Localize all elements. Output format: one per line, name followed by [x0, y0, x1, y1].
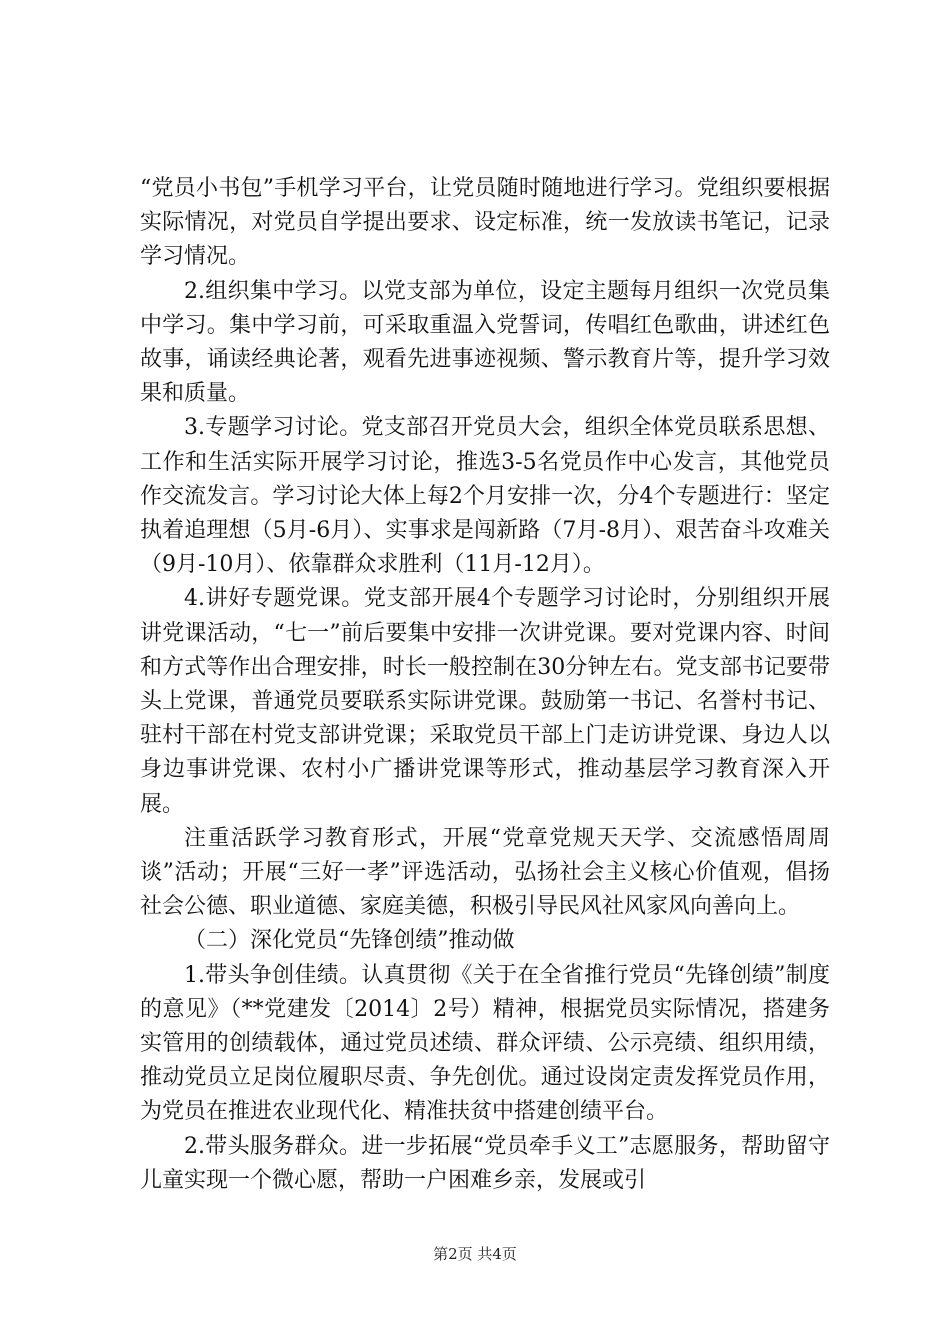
section-heading: （二）深化党员“先锋创绩”推动做 — [184, 928, 515, 954]
paragraph-topic-discussion: 3.专题学习讨论。党支部召开党员大会，组织全体党员联系思想、工作和生活实际开展学习讨论，推选3-5名党员作中心发言，其他党员作交流发言。学习讨论大体上每2个月安排一次，分4个专题进行：坚定执着追理想（5月-6月）、实事求是闯新路（7月-8月）、艰苦奋斗攻难关（9月-10月）、依靠群众求胜利（11月-12月）。 — [140, 415, 830, 578]
paragraph-strive-achievement: 1.带头争创佳绩。认真贯彻《关于在全省推行党员“先锋创绩”制度的意见》（**党建发〔2014〕2号）精神，根据党员实际情况，搭建务实管用的创绩载体，通过党员述绩、群众评绩、公示亮绩、组织用绩，推动党员立足岗位履职尽责、争先创优。通过设岗定责发挥党员作用，为党员在推进农业现代化、精准扶贫中搭建创绩平台。 — [140, 962, 830, 1125]
paragraph-serve-masses: 2.带头服务群众。进一步拓展“党员牵手义工”志愿服务，帮助留守儿童实现一个微心愿，帮助一户困难乡亲，发展或引 — [140, 1133, 830, 1193]
paragraph-centralized-study: 2.组织集中学习。以党支部为单位，设定主题每月组织一次党员集中学习。集中学习前，可采取重温入党誓词，传唱红色歌曲，讲述红色故事，诵读经典论著，观看先进事迹视频、警示教育片等，提升学习效果和质量。 — [140, 278, 830, 407]
paragraph-party-lecture: 4.讲好专题党课。党支部开展4个专题学习讨论时，分别组织开展讲党课活动，“七一”前后要集中安排一次讲党课。要对党课内容、时间和方式等作出合理安排，时长一般控制在30分钟左右。党支部书记要带头上党课，普通党员要联系实际讲党课。鼓励第一书记、名誉村书记、驻村干部在村党支部讲党课；采取党员干部上门走访讲党课、身边人以身边事讲党课、农村小广播讲党课等形式，推动基层学习教育深入开展。 — [140, 586, 830, 817]
page-footer: 第2页 共4页 — [433, 1245, 517, 1263]
document-body — [140, 172, 830, 1198]
paragraph-education-forms: 注重活跃学习教育形式，开展“党章党规天天学、交流感悟周周谈”活动；开展“三好一孝”评选活动，弘扬社会主义核心价值观，倡扬社会公德、职业道德、家庭美德，积极引导民风社风家风向善向上。 — [140, 825, 830, 920]
paragraph-continuation: “党员小书包”手机学习平台，让党员随时随地进行学习。党组织要根据实际情况，对党员自学提出要求、设定标准，统一发放读书笔记，记录学习情况。 — [140, 176, 830, 270]
